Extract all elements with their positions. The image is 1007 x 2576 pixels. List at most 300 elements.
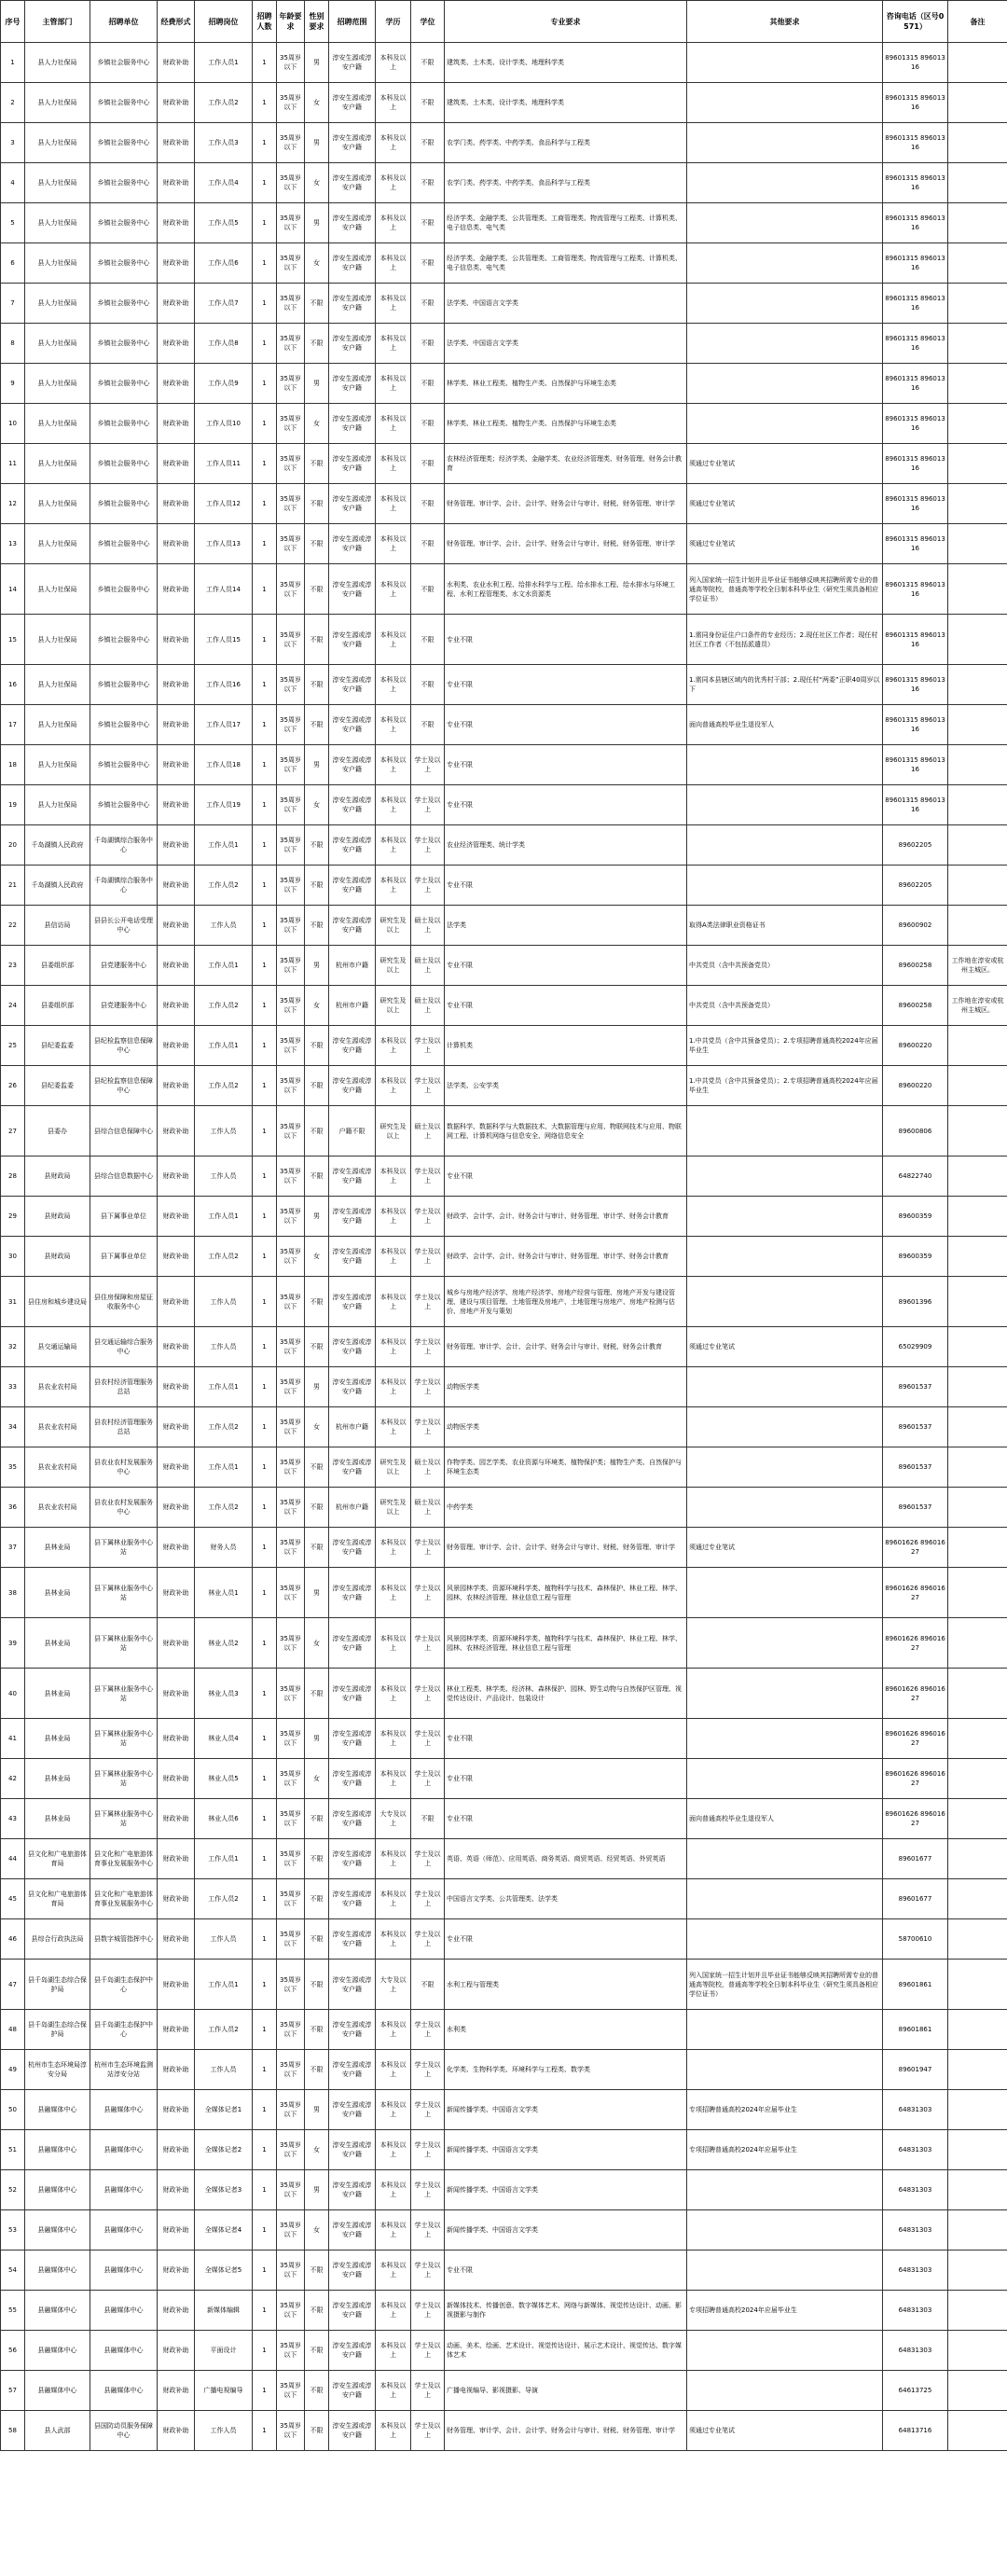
col-degree: 学士及以上 [411,1327,445,1367]
table-row [1,2130,1007,2170]
col-index: 57 [1,2371,25,2411]
col-phone: 89601626 89601627 [883,1618,948,1669]
col-position: 工作人员11 [195,444,253,484]
header-col-funding: 经费形式 [158,1,195,43]
col-unit: 千岛湖镇综合服务中心 [90,825,158,866]
col-funding: 财政补助 [158,2010,195,2050]
col-count: 1 [253,1488,277,1528]
col-major: 建筑类、土木类、设计学类、地理科学类 [445,83,687,123]
table-row [1,1719,1007,1759]
col-index: 54 [1,2251,25,2291]
col-department: 县人力社保局 [25,83,90,123]
table-row [1,1488,1007,1528]
col-department: 县人力社保局 [25,203,90,243]
col-phone: 89600806 [883,1106,948,1156]
col-gender: 女 [305,1759,329,1799]
col-department: 县人力社保局 [25,163,90,203]
col-scope: 淳安生源或淳安户籍 [329,43,376,83]
col-other [687,2331,883,2371]
col-other: 须通过专业笔试 [687,484,883,524]
col-other [687,1839,883,1879]
col-index: 12 [1,484,25,524]
table-row [1,1367,1007,1407]
col-major: 新闻传播学类、中国语言文学类 [445,2090,687,2130]
col-count: 1 [253,745,277,785]
col-count: 1 [253,665,277,705]
col-gender: 不限 [305,524,329,564]
col-count: 1 [253,1106,277,1156]
col-funding: 财政补助 [158,524,195,564]
col-funding: 财政补助 [158,1447,195,1488]
col-index: 23 [1,946,25,986]
col-degree: 不限 [411,705,445,745]
col-scope: 淳安生源或淳安户籍 [329,866,376,906]
col-gender: 男 [305,43,329,83]
col-position: 工作人员19 [195,785,253,825]
col-unit: 乡镇社会服务中心 [90,705,158,745]
col-index: 13 [1,524,25,564]
col-index: 8 [1,324,25,364]
col-position: 林业人员6 [195,1799,253,1839]
col-degree: 学士及以上 [411,1618,445,1669]
col-age: 35周岁以下 [277,745,305,785]
col-funding: 财政补助 [158,284,195,324]
col-scope: 淳安生源或淳安户籍 [329,284,376,324]
col-department: 县林业局 [25,1568,90,1618]
table-row [1,1528,1007,1568]
col-position: 全媒体记者2 [195,2130,253,2170]
col-position: 工作人员1 [195,1839,253,1879]
col-phone: 89601315 89601316 [883,444,948,484]
col-scope: 淳安生源或淳安户籍 [329,484,376,524]
table-row [1,946,1007,986]
col-phone: 64831303 [883,2090,948,2130]
col-funding: 财政补助 [158,1528,195,1568]
col-education: 本科及以上 [376,484,411,524]
col-department: 县委组织部 [25,946,90,986]
col-major: 风景园林学类、资源环境科学类、植物科学与技术、森林保护、林业工程、林学、园林、农林经济管理、林业信息工程与管理 [445,1568,687,1618]
col-phone: 89601315 89601316 [883,615,948,665]
col-age: 35周岁以下 [277,43,305,83]
col-unit: 县数字城管指挥中心 [90,1919,158,1960]
col-degree: 学士及以上 [411,2210,445,2251]
col-scope: 淳安生源或淳安户籍 [329,83,376,123]
col-index: 28 [1,1156,25,1197]
col-gender: 不限 [305,1669,329,1719]
col-phone: 64831303 [883,2251,948,2291]
col-other: 中共党员（含中共预备党员） [687,986,883,1026]
col-funding: 财政补助 [158,866,195,906]
col-remark [948,1407,1007,1447]
col-gender: 女 [305,83,329,123]
col-unit: 县纪检监察信息保障中心 [90,1066,158,1106]
col-index: 55 [1,2291,25,2331]
col-degree: 不限 [411,284,445,324]
col-phone: 65029909 [883,1327,948,1367]
col-other: 面向普通高校毕业生退役军人 [687,705,883,745]
col-age: 35周岁以下 [277,1327,305,1367]
col-count: 1 [253,1156,277,1197]
col-degree: 不限 [411,665,445,705]
col-age: 35周岁以下 [277,2050,305,2090]
col-index: 37 [1,1528,25,1568]
col-position: 工作人员9 [195,364,253,404]
col-count: 1 [253,1197,277,1237]
col-education: 本科及以上 [376,705,411,745]
col-major: 水利类、农业水利工程、给排水科学与工程、给水排水工程、给水排水与环境工程、水利工程管理类、水文水资源类 [445,564,687,615]
col-scope: 淳安生源或淳安户籍 [329,615,376,665]
col-phone: 89601861 [883,2010,948,2050]
table-row [1,1237,1007,1277]
col-education: 本科及以上 [376,2411,411,2451]
col-other [687,43,883,83]
col-age: 35周岁以下 [277,1669,305,1719]
col-other [687,866,883,906]
col-scope: 淳安生源或淳安户籍 [329,1197,376,1237]
col-gender: 不限 [305,1277,329,1327]
col-other [687,1618,883,1669]
col-education: 本科及以上 [376,2130,411,2170]
col-unit: 乡镇社会服务中心 [90,243,158,284]
col-remark: 工作地在淳安或杭州主城区。 [948,986,1007,1026]
col-other: 须通过专业笔试 [687,1327,883,1367]
col-remark [948,1879,1007,1919]
col-gender: 不限 [305,1327,329,1367]
col-funding: 财政补助 [158,1879,195,1919]
col-other [687,785,883,825]
col-other: 列入国家统一招生计划并且毕业证书能够反映其招聘所需专业的普通高等院校，普通高等学校全日制本科毕业生（研究生须具备相应学位证书） [687,1960,883,2010]
col-index: 31 [1,1277,25,1327]
table-row [1,1026,1007,1066]
col-position: 工作人员 [195,2050,253,2090]
col-education: 本科及以上 [376,1528,411,1568]
col-gender: 不限 [305,1839,329,1879]
col-position: 工作人员1 [195,1026,253,1066]
col-position: 工作人员4 [195,163,253,203]
col-funding: 财政补助 [158,1026,195,1066]
col-degree: 学士及以上 [411,1839,445,1879]
col-phone: 89601626 89601627 [883,1568,948,1618]
col-remark [948,484,1007,524]
col-count: 1 [253,1066,277,1106]
col-position: 工作人员1 [195,43,253,83]
col-remark [948,2090,1007,2130]
col-scope: 淳安生源或淳安户籍 [329,2251,376,2291]
header-col-scope: 招聘范围 [329,1,376,43]
col-major: 财政学、会计学、会计、财务会计与审计、财务管理、审计学、财务会计教育 [445,1237,687,1277]
col-count: 1 [253,705,277,745]
col-education: 本科及以上 [376,2170,411,2210]
col-unit: 县融媒体中心 [90,2331,158,2371]
col-department: 县人力社保局 [25,705,90,745]
col-index: 27 [1,1106,25,1156]
col-gender: 不限 [305,1066,329,1106]
col-unit: 乡镇社会服务中心 [90,444,158,484]
col-index: 44 [1,1839,25,1879]
col-gender: 不限 [305,665,329,705]
col-scope: 淳安生源或淳安户籍 [329,705,376,745]
col-other [687,1919,883,1960]
col-major: 新闻传播学类、中国语言文学类 [445,2130,687,2170]
col-department: 县委组织部 [25,986,90,1026]
col-education: 研究生及以上 [376,906,411,946]
col-remark [948,1367,1007,1407]
col-degree: 不限 [411,484,445,524]
col-major: 财政学、会计学、会计、财务会计与审计、财务管理、审计学、财务会计教育 [445,1197,687,1237]
col-count: 1 [253,1719,277,1759]
col-education: 大专及以上 [376,1960,411,2010]
col-count: 1 [253,615,277,665]
col-other [687,1237,883,1277]
col-funding: 财政补助 [158,1407,195,1447]
col-position: 工作人员5 [195,203,253,243]
col-age: 35周岁以下 [277,484,305,524]
col-degree: 不限 [411,444,445,484]
col-position: 工作人员3 [195,123,253,163]
col-unit: 县农业农村发展服务中心 [90,1488,158,1528]
col-department: 县纪委监委 [25,1026,90,1066]
col-degree: 不限 [411,163,445,203]
col-age: 35周岁以下 [277,2210,305,2251]
col-degree: 不限 [411,83,445,123]
col-funding: 财政补助 [158,163,195,203]
table-row [1,324,1007,364]
col-age: 35周岁以下 [277,2251,305,2291]
col-count: 1 [253,2291,277,2331]
col-age: 35周岁以下 [277,564,305,615]
col-position: 工作人员2 [195,1237,253,1277]
col-degree: 学士及以上 [411,1156,445,1197]
col-unit: 乡镇社会服务中心 [90,163,158,203]
col-unit: 杭州市生态环境监测站淳安分站 [90,2050,158,2090]
col-index: 7 [1,284,25,324]
col-scope: 淳安生源或淳安户籍 [329,2050,376,2090]
col-count: 1 [253,2411,277,2451]
col-major: 动画、美术、绘画、艺术设计、视觉传达设计、展示艺术设计、视觉传达、数字媒体艺术 [445,2331,687,2371]
col-index: 39 [1,1618,25,1669]
col-funding: 财政补助 [158,1488,195,1528]
col-funding: 财政补助 [158,2170,195,2210]
col-age: 35周岁以下 [277,946,305,986]
col-degree: 学士及以上 [411,1568,445,1618]
col-position: 工作人员16 [195,665,253,705]
col-unit: 县下属林业服务中心站 [90,1799,158,1839]
col-unit: 县下属林业服务中心站 [90,1618,158,1669]
col-education: 本科及以上 [376,1407,411,1447]
col-other: 面向普通高校毕业生退役军人 [687,1799,883,1839]
col-funding: 财政补助 [158,2210,195,2251]
col-remark [948,745,1007,785]
col-phone: 89601396 [883,1277,948,1327]
col-index: 25 [1,1026,25,1066]
col-education: 本科及以上 [376,83,411,123]
col-phone: 89601315 89601316 [883,524,948,564]
col-unit: 县下属林业服务中心站 [90,1669,158,1719]
col-scope: 淳安生源或淳安户籍 [329,906,376,946]
col-major: 林业工程类、林学类、经济林、森林保护、园林、野生动物与自然保护区管理、视觉传达设计、产品设计、包装设计 [445,1669,687,1719]
col-unit: 乡镇社会服务中心 [90,324,158,364]
col-index: 20 [1,825,25,866]
col-age: 35周岁以下 [277,284,305,324]
col-other: 专项招聘普通高校2024年应届毕业生 [687,2291,883,2331]
col-funding: 财政补助 [158,444,195,484]
col-gender: 不限 [305,324,329,364]
col-other [687,284,883,324]
col-count: 1 [253,1799,277,1839]
col-position: 林业人员3 [195,1669,253,1719]
col-funding: 财政补助 [158,1759,195,1799]
col-phone: 89601537 [883,1367,948,1407]
col-funding: 财政补助 [158,1277,195,1327]
col-degree: 学士及以上 [411,745,445,785]
table-row [1,1759,1007,1799]
col-funding: 财政补助 [158,1568,195,1618]
col-remark [948,2170,1007,2210]
col-department: 县林业局 [25,1669,90,1719]
col-remark [948,2130,1007,2170]
col-age: 35周岁以下 [277,785,305,825]
col-phone: 89601315 89601316 [883,43,948,83]
col-degree: 不限 [411,324,445,364]
col-position: 工作人员2 [195,1066,253,1106]
col-funding: 财政补助 [158,1327,195,1367]
col-gender: 不限 [305,2371,329,2411]
col-funding: 财政补助 [158,243,195,284]
col-degree: 学士及以上 [411,1066,445,1106]
table-header-row [1,1,1007,43]
table-row [1,866,1007,906]
header-col-other: 其他要求 [687,1,883,43]
col-other [687,203,883,243]
col-phone: 89601947 [883,2050,948,2090]
col-remark [948,1919,1007,1960]
col-other [687,1759,883,1799]
col-education: 本科及以上 [376,1669,411,1719]
col-index: 36 [1,1488,25,1528]
col-major: 经济学类、金融学类、公共管理类、工商管理类、物流管理与工程类、计算机类、电子信息类、电气类 [445,243,687,284]
col-age: 35周岁以下 [277,2010,305,2050]
col-degree: 不限 [411,364,445,404]
table-row [1,745,1007,785]
table-row [1,1919,1007,1960]
col-age: 35周岁以下 [277,1719,305,1759]
col-education: 研究生及以上 [376,1447,411,1488]
col-age: 35周岁以下 [277,1488,305,1528]
col-major: 专业不限 [445,2251,687,2291]
col-other: 1.需同身份证住户口条件的专业经历；2.现任社区工作者；现任村社区工作者（不包括派遣员） [687,615,883,665]
col-major: 农业经济管理类、统计学类 [445,825,687,866]
col-education: 本科及以上 [376,1197,411,1237]
col-position: 平面设计 [195,2331,253,2371]
col-gender: 不限 [305,1026,329,1066]
table-row [1,705,1007,745]
col-department: 千岛湖镇人民政府 [25,825,90,866]
col-scope: 淳安生源或淳安户籍 [329,564,376,615]
col-remark [948,1277,1007,1327]
col-remark [948,1066,1007,1106]
col-age: 35周岁以下 [277,163,305,203]
col-age: 35周岁以下 [277,1367,305,1407]
col-funding: 财政补助 [158,615,195,665]
col-degree: 学士及以上 [411,1719,445,1759]
col-department: 县林业局 [25,1799,90,1839]
col-unit: 县住房保障和房屋征收服务中心 [90,1277,158,1327]
col-gender: 女 [305,163,329,203]
col-position: 工作人员2 [195,2010,253,2050]
col-gender: 男 [305,1719,329,1759]
col-remark: 工作地在淳安或杭州主城区。 [948,946,1007,986]
col-education: 本科及以上 [376,1327,411,1367]
col-gender: 不限 [305,1919,329,1960]
col-major: 财务管理、审计学、会计、会计学、财务会计与审计、财税、财务管理、审计学 [445,484,687,524]
col-index: 41 [1,1719,25,1759]
col-gender: 不限 [305,825,329,866]
col-major: 财务管理、审计学、会计、会计学、财务会计与审计、财税、财务管理、审计学 [445,1528,687,1568]
table-row [1,1066,1007,1106]
col-remark [948,243,1007,284]
col-position: 全媒体记者3 [195,2170,253,2210]
col-position: 全媒体记者1 [195,2090,253,2130]
col-degree: 不限 [411,564,445,615]
col-gender: 不限 [305,2251,329,2291]
col-age: 35周岁以下 [277,324,305,364]
table-row [1,203,1007,243]
col-education: 本科及以上 [376,1277,411,1327]
col-age: 35周岁以下 [277,1156,305,1197]
col-major: 英语、英语（师范）、应用英语、商务英语、商贸英语、经贸英语、外贸英语 [445,1839,687,1879]
col-scope: 淳安生源或淳安户籍 [329,1237,376,1277]
col-major: 新闻传播学类、中国语言文学类 [445,2210,687,2251]
col-department: 县委办 [25,1106,90,1156]
col-education: 本科及以上 [376,284,411,324]
col-major: 专业不限 [445,1919,687,1960]
col-age: 35周岁以下 [277,1759,305,1799]
col-major: 新媒体技术、传播创意、数字媒体艺术、网络与新媒体、视觉传达设计、动画、影视摄影与制作 [445,2291,687,2331]
col-index: 19 [1,785,25,825]
col-index: 5 [1,203,25,243]
col-phone: 89601315 89601316 [883,163,948,203]
col-remark [948,665,1007,705]
col-scope: 淳安生源或淳安户籍 [329,203,376,243]
col-position: 工作人员 [195,906,253,946]
col-unit: 乡镇社会服务中心 [90,665,158,705]
col-scope: 户籍不限 [329,1106,376,1156]
col-remark [948,1197,1007,1237]
table-row [1,906,1007,946]
col-funding: 财政补助 [158,1960,195,2010]
col-unit: 县融媒体中心 [90,2210,158,2251]
col-unit: 县千岛湖生态保护中心 [90,2010,158,2050]
col-major: 财务管理、审计学、会计、会计学、财务会计与审计、财税、财务管理、审计学 [445,524,687,564]
col-unit: 乡镇社会服务中心 [90,203,158,243]
col-major: 专业不限 [445,665,687,705]
col-other: 须通过专业笔试 [687,444,883,484]
col-unit: 县融媒体中心 [90,2090,158,2130]
col-age: 35周岁以下 [277,2331,305,2371]
col-department: 县融媒体中心 [25,2331,90,2371]
table-row [1,825,1007,866]
col-index: 49 [1,2050,25,2090]
col-scope: 淳安生源或淳安户籍 [329,1719,376,1759]
col-education: 本科及以上 [376,866,411,906]
col-department: 县人力社保局 [25,43,90,83]
col-remark [948,2210,1007,2251]
col-department: 县融媒体中心 [25,2210,90,2251]
col-position: 工作人员 [195,1919,253,1960]
col-remark [948,906,1007,946]
col-department: 县林业局 [25,1759,90,1799]
table-row [1,243,1007,284]
